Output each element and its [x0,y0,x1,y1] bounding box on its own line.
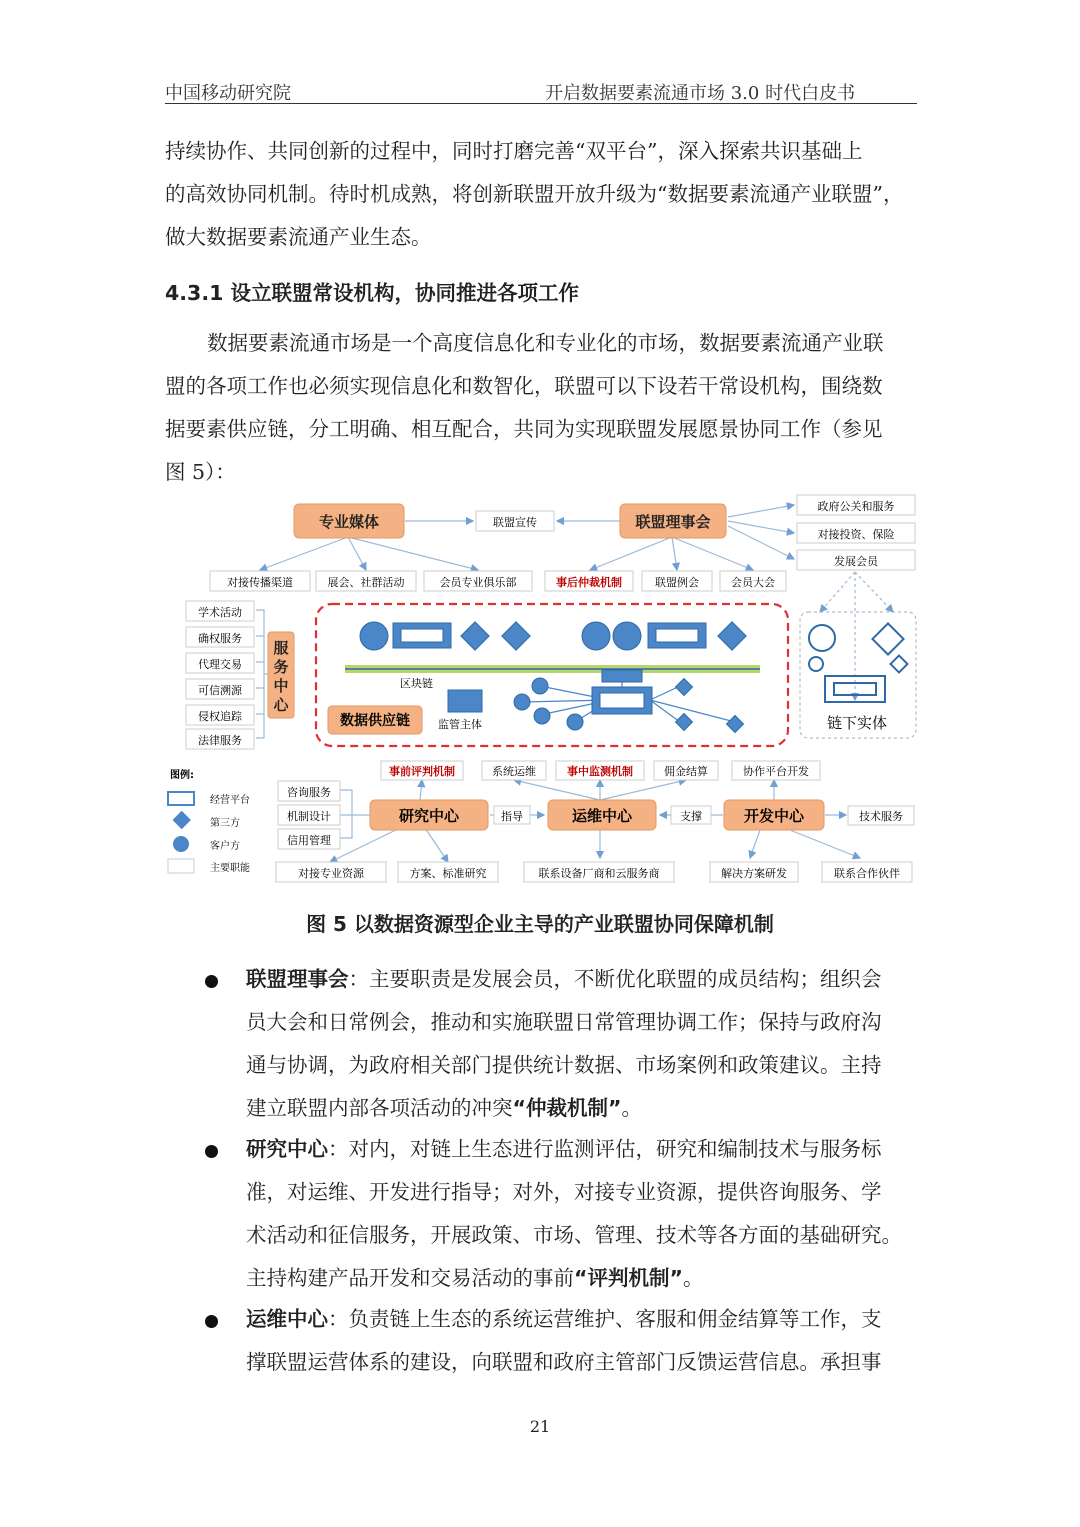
bullet-tail: 。 [621,1096,642,1120]
bullet-tail: 。 [682,1266,704,1290]
council-node: 联盟理事会 [635,513,711,531]
bullet-dot [205,1315,218,1328]
service-center-node: 服务中心 [273,639,289,714]
bullet-text: 术活动和征信服务，开展政策、市场、管理、技术等各方面的基础研究。 [246,1223,902,1247]
legend-item: 经营平台 [210,795,250,806]
bullet-text: 准，对运维、开发进行指导；对外，对接专业资源，提供咨询服务、学 [246,1180,882,1204]
council-duty: 事后仲裁机制 [556,576,622,589]
text-line: 数据要素流通市场是一个高度信息化和专业化的市场，数据要素流通产业联 [207,331,884,355]
bullet-text: 员大会和日常例会，推动和实施联盟日常管理协调工作；保持与政府沟 [246,1010,882,1034]
dev-right: 技术服务 [859,810,903,823]
dev-top: 协作平台开发 [743,765,809,778]
bullet-dot [205,975,218,988]
ops-top: 佣金结算 [664,765,708,778]
research-item: 机制设计 [287,810,331,823]
blockchain-label: 区块链 [400,677,433,690]
supply-chain-node: 数据供应链 [340,713,410,729]
research-item: 信用管理 [287,834,331,847]
header-left: 中国移动研究院 [165,83,291,104]
council-duty: 联盟例会 [655,576,699,589]
text-line: 持续协作、共同创新的过程中，同时打磨完善“双平台”，深入探索共识基础上 [165,139,863,163]
service-item: 侵权追踪 [198,710,242,723]
bullet-term: 联盟理事会 [246,967,349,991]
text-line: 据要素供应链，分工明确、相互配合，共同为实现联盟发展愿景协同工作（参见 [165,417,883,441]
bullet-text: ：对内，对链上生态进行监测评估，研究和编制技术与服务标 [328,1137,882,1161]
guide-label: 指导 [501,810,523,823]
media-task: 会员专业俱乐部 [439,576,517,589]
text-line: 图 5）： [165,460,236,484]
bullet-text: ：负责链上生态的系统运营维护、客服和佣金结算等工作，支 [328,1307,882,1331]
bullet-dot [205,1145,218,1158]
service-item: 确权服务 [198,632,242,645]
legend-item: 主要职能 [210,863,250,874]
support-label: 支撑 [680,810,702,823]
research-node: 研究中心 [398,807,460,825]
ops-top: 系统运维 [492,765,536,778]
ops-top: 事中监测机制 [567,765,633,778]
figure-caption: 图 5 以数据资源型企业主导的产业联盟协同保障机制 [306,912,774,936]
bullet-emphasis: “仲裁机制” [512,1096,622,1120]
text-line: 做大数据要素流通产业生态。 [165,225,432,249]
media-node: 专业媒体 [318,513,380,531]
supervisor-label: 监管主体 [438,718,482,731]
dev-bottom: 解决方案研发 [721,867,787,880]
header-right: 开启数据要素流通市场 3.0 时代白皮书 [545,83,856,104]
bullet-term: 运维中心 [246,1307,328,1331]
research-top: 事前评判机制 [389,765,455,778]
service-item: 可信溯源 [198,684,242,697]
body-paragraph [165,322,917,494]
bullet-term: 研究中心 [246,1137,328,1161]
page-number: 21 [529,1417,551,1436]
bullet-item [205,958,917,1130]
research-bottom: 对接专业资源 [298,867,364,880]
media-task: 对接传播渠道 [227,576,293,589]
ops-node: 运维中心 [571,807,633,825]
legend-item: 第三方 [210,818,240,829]
dev-bottom: 联系合作伙伴 [834,867,900,880]
council-task: 发展会员 [834,555,878,568]
legend-title: 图例: [170,770,194,781]
council-task: 政府公关和服务 [817,500,895,513]
service-item: 代理交易 [198,658,242,671]
bullet-emphasis: “评判机制” [574,1266,683,1290]
service-item: 学术活动 [198,606,242,619]
dev-node: 开发中心 [743,807,805,825]
council-duty: 会员大会 [731,576,775,589]
service-item: 法律服务 [198,734,242,747]
bullet-item [205,1298,917,1384]
legend-item: 客户方 [210,841,240,852]
bullet-text: 主持构建产品开发和交易活动的事前 [246,1266,574,1290]
media-task: 展会、社群活动 [327,576,405,589]
alliance-diagram [160,490,920,890]
bullet-text: 通与协调，为政府相关部门提供统计数据、市场案例和政策建议。主持 [246,1053,882,1077]
research-item: 咨询服务 [287,786,331,799]
offchain-label: 链下实体 [826,714,888,732]
ops-bottom: 联系设备厂商和云服务商 [538,867,660,880]
text-line: 盟的各项工作也必须实现信息化和数智化，联盟可以下设若干常设机构，围绕数 [165,374,883,398]
bullet-text: 建立联盟内部各项活动的冲突 [246,1096,513,1120]
text-line: 的高效协同机制。待时机成熟，将创新联盟开放升级为“数据要素流通产业联盟”， [165,182,904,206]
bullet-text: ：主要职责是发展会员，不断优化联盟的成员结构；组织会 [348,967,882,991]
bullet-item [205,1128,917,1300]
page-header [165,79,917,104]
research-bottom: 方案、标准研究 [409,867,487,880]
section-title: 4.3.1 设立联盟常设机构，协同推进各项工作 [165,281,580,305]
intro-paragraph [165,130,917,259]
bullet-text: 撑联盟运营体系的建设，向联盟和政府主管部门反馈运营信息。承担事 [246,1350,882,1374]
council-task: 对接投资、保险 [817,528,895,541]
publicity-label: 联盟宣传 [493,516,537,529]
